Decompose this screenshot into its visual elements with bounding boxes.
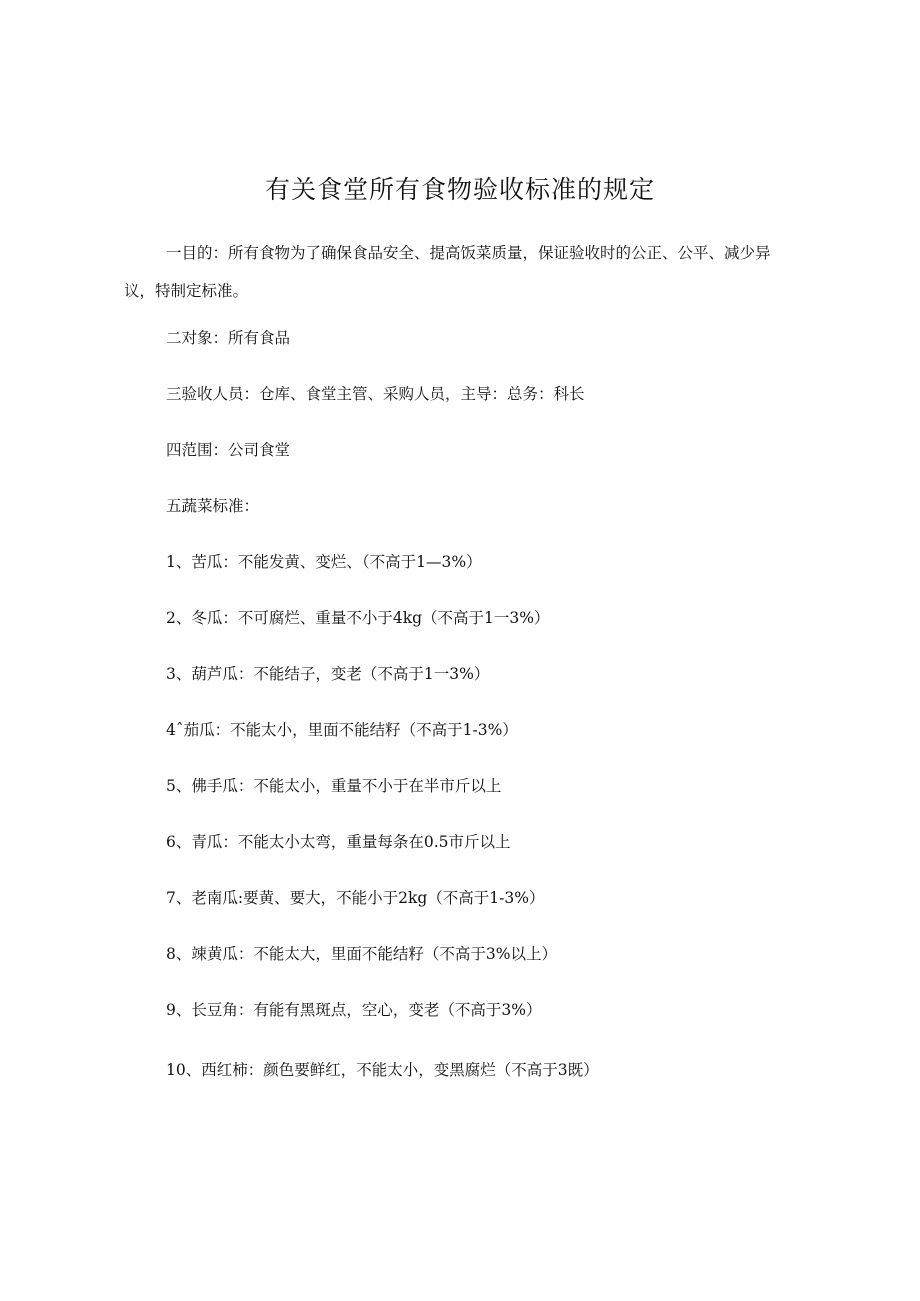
inspection-staff-paragraph: 三验收人员：仓库、食堂主管、采购人员，主导：总务：科长	[166, 385, 585, 403]
standard-item: 5、佛手瓜：不能太小，重量不小于在半市斤以上	[166, 777, 502, 795]
standard-item: 4ˆ茄瓜：不能太小，里面不能结籽（不高于1-3%）	[166, 721, 518, 739]
scope-range-paragraph: 四范围：公司食堂	[166, 441, 291, 459]
purpose-paragraph: 一目的：所有食物为了确保食品安全、提高饭菜质量，保证验收时的公正、公平、减少异议，特制定标准。	[124, 244, 771, 300]
standard-item: 7、老南瓜:要黄、要大，不能小于2kg（不高于1-3%）	[166, 889, 545, 907]
scope-objects-paragraph: 二对象：所有食品	[166, 329, 291, 347]
standard-item: 3、葫芦瓜：不能结子，变老（不高于1一3%）	[166, 665, 490, 683]
standard-item: 9、长豆角：有能有黑斑点，空心，变老（不高于3%）	[166, 1001, 542, 1019]
standard-item: 8、竦黄瓜：不能太大，里面不能结籽（不高于3%以上）	[166, 945, 557, 963]
standard-item: 6、青瓜：不能太小太弯，重量每条在0.5市斤以上	[166, 833, 511, 851]
standard-item: 1、苦瓜：不能发黄、变烂、（不高于1—3%）	[166, 553, 482, 571]
document-title: 有关食堂所有食物验收标准的规定	[264, 175, 655, 204]
vegetable-standard-heading: 五蔬菜标准：	[166, 497, 260, 515]
standard-item: 2、冬瓜：不可腐烂、重量不小于4kg（不高于1一3%）	[166, 609, 550, 627]
standard-item: 10、西红柿：颜色要鲜红，不能太小，变黑腐烂（不高于3既）	[166, 1061, 599, 1079]
